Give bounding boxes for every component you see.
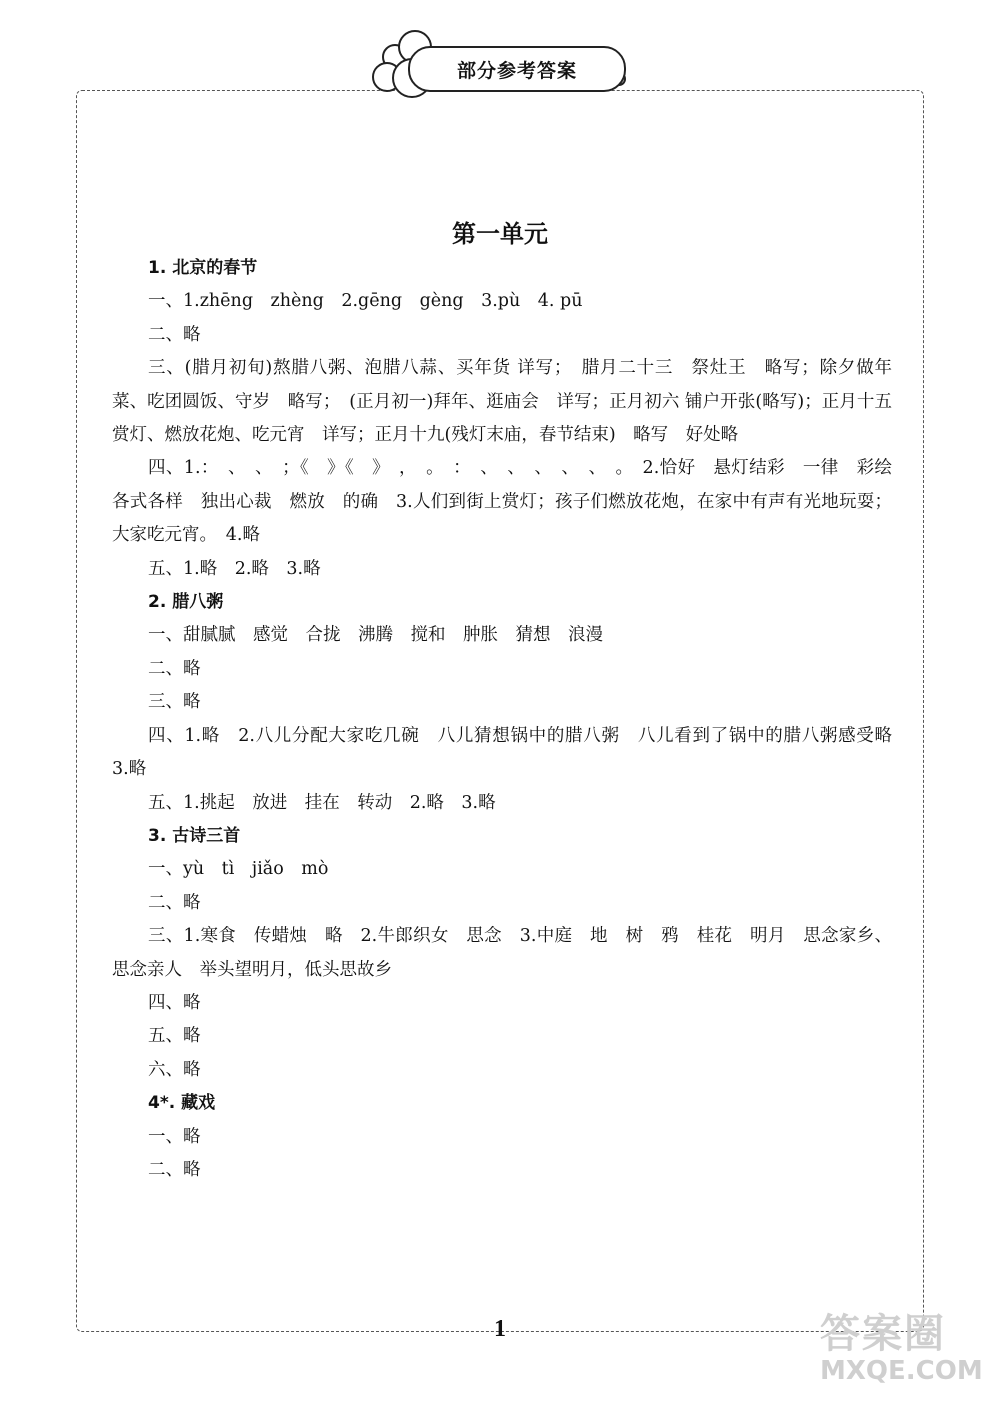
answer-line: 五、1.略 2.略 3.略 [148,558,321,579]
watermark-top-text: 答案圈 [820,1311,946,1357]
answer-line: 二、略 [148,892,201,913]
answer-line: 三、(腊月初旬)熬腊八粥、泡腊八蒜、买年货 详写； 腊月二十三 祭灶王 略写；除夕做年菜、吃团圆饭、守岁 略写； (正月初一)拜年、逛庙会 详写；正月初六 铺户开张(略写)；正月十五 赏灯、燃放花炮、吃元宵 详写；正月十九(残灯末庙，春节结束) 略写 好处略 [112,358,910,446]
answer-line: 五、1.挑起 放进 挂在 转动 2.略 3.略 [148,792,496,813]
unit-title: 第一单元 [452,220,548,248]
answer-line: 五、略 [148,1026,201,1047]
answer-line: 四、略 [148,992,201,1013]
answer-line: 一、yù tì jiǎo mò [148,859,329,880]
lesson-title: 3. 古诗三首 [148,825,241,846]
answer-line: 四、1.： 、 、 ；《 》《 》 ， 。 ： 、 、 、 、 、 。 2.恰好 悬灯结彩 一律 彩绘 各式各样 独出心裁 燃放 的确 3.人们到街上赏灯；孩子们燃放花炮，在家中有声有光地玩耍；大家吃元宵。 4.略 [112,458,910,546]
page-number: 1 [494,1316,506,1342]
lesson-title: 4*. 藏戏 [148,1093,216,1114]
answer-line: 二、略 [148,1159,201,1180]
answer-line: 三、略 [148,692,201,713]
answer-line: 六、略 [148,1059,201,1080]
header-title: 部分参考答案 [408,46,626,92]
answer-line: 三、1.寒食 传蜡烛 略 2.牛郎织女 思念 3.中庭 地 树 鸦 桂花 明月 思念家乡、思念亲人 举头望明月，低头思故乡 [112,926,892,980]
watermark-logo [820,1312,985,1397]
lesson-title: 1. 北京的春节 [148,258,258,278]
answer-line: 一、略 [148,1126,201,1147]
answer-line: 二、略 [148,658,201,679]
answer-line: 一、1.zhēng zhèng 2.gēng gèng 3.pù 4. pū [148,291,583,312]
answer-line: 二、略 [148,324,201,345]
answer-content [112,252,910,1187]
answer-line: 一、甜腻腻 感觉 合拢 沸腾 搅和 肿胀 猜想 浪漫 [148,625,603,646]
answer-line: 四、1.略 2.八儿分配大家吃几碗 八儿猜想锅中的腊八粥 八儿看到了锅中的腊八粥感受略 3.略 [112,725,910,780]
lesson-title: 2. 腊八粥 [148,592,224,613]
watermark-bottom-text: MXQE.COM [820,1356,983,1386]
